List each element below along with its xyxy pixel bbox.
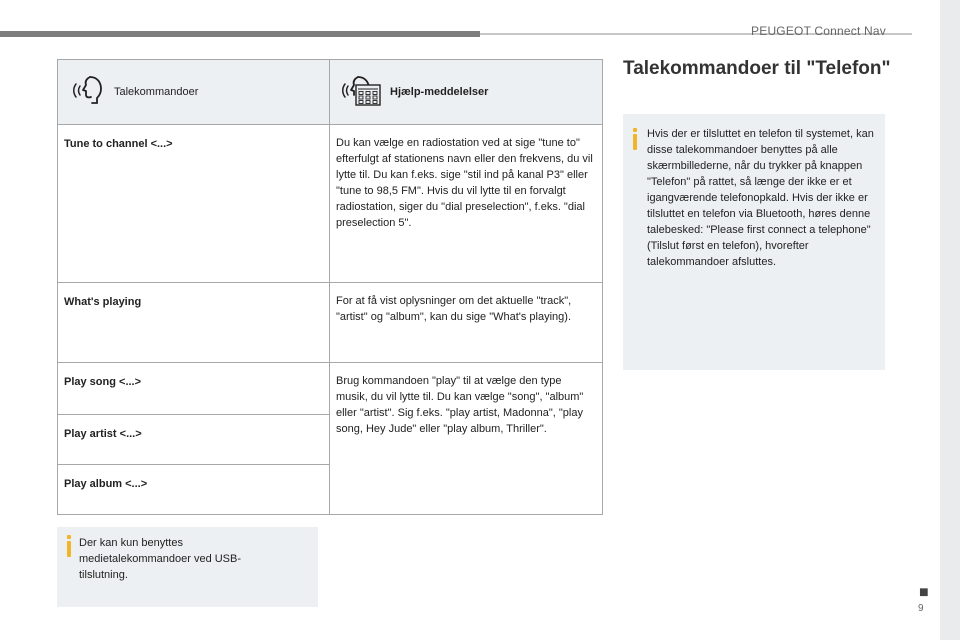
brand-label: PEUGEOT Connect Nav <box>751 24 886 38</box>
table-row <box>58 283 603 363</box>
table-header-row <box>58 60 603 125</box>
command-cell: Play song <...> <box>58 363 330 415</box>
info-icon-bar <box>67 541 71 557</box>
voice-command-table <box>57 59 603 515</box>
info-note-usb <box>57 527 318 607</box>
info-note-text: Hvis der er tilsluttet en telefon til systemet, kan disse talekommandoer benyttes på alle skærmbillederne, når du trykker på knappen "Telefon" på rattet, så længe der ikke er et igangværende telefonopkald. Hvis der ikke er tilsluttet en telefon via Bluetooth, høres denne talebesked: "Please first connect a telephone" (Tilslut først en telefon), hvorefter talekommandoer afsluttes. <box>647 128 874 268</box>
info-icon <box>633 128 637 132</box>
voice-help-icon <box>342 73 382 112</box>
table-row <box>58 125 603 283</box>
command-cell: What's playing <box>58 283 330 363</box>
command-cell: Play album <...> <box>58 465 330 515</box>
header-label-commands: Talekommandoer <box>114 86 199 98</box>
info-icon <box>67 535 71 539</box>
header-label-help: Hjælp-meddelelser <box>390 86 489 98</box>
page-number: 9 <box>918 603 924 614</box>
command-cell: Tune to channel <...> <box>58 125 330 283</box>
help-cell: Du kan vælge en radiostation ved at sige "tune to" efterfulgt af stationens navn eller den frekvens, du vil lytte til. Du kan f.eks. sige "stil ind på kanal P3" eller "tune to 98,5 FM". Hvis du vil lytte til en forvalgt radiostation, siger du "dial preselection", f.eks. "dial preselection 5". <box>330 125 603 283</box>
table-row <box>58 363 603 415</box>
command-cell: Play artist <...> <box>58 415 330 465</box>
info-note-text: Der kan kun benyttes medietalekommandoer ved USB-tilslutning. <box>79 537 242 581</box>
info-icon-bar <box>633 134 637 150</box>
help-cell: Brug kommandoen "play" til at vælge den type musik, du vil lytte til. Du kan vælge "song", "album" eller "artist". Sig f.eks. "play artist, Madonna", "play song, Hey Jude" eller "play album, Thriller". <box>330 363 603 515</box>
section-title: Talekommandoer til "Telefon" <box>623 58 891 79</box>
header-cell-commands <box>58 60 330 125</box>
header-rule-dark <box>0 31 480 37</box>
page-marker: ■ <box>919 584 929 601</box>
info-note-phone <box>623 114 885 370</box>
page-edge-strip <box>940 0 960 640</box>
header-cell-help <box>330 60 603 125</box>
voice-command-icon <box>70 73 106 112</box>
help-cell: For at få vist oplysninger om det aktuelle "track", "artist" og "album", kan du sige "What's playing). <box>330 283 603 363</box>
